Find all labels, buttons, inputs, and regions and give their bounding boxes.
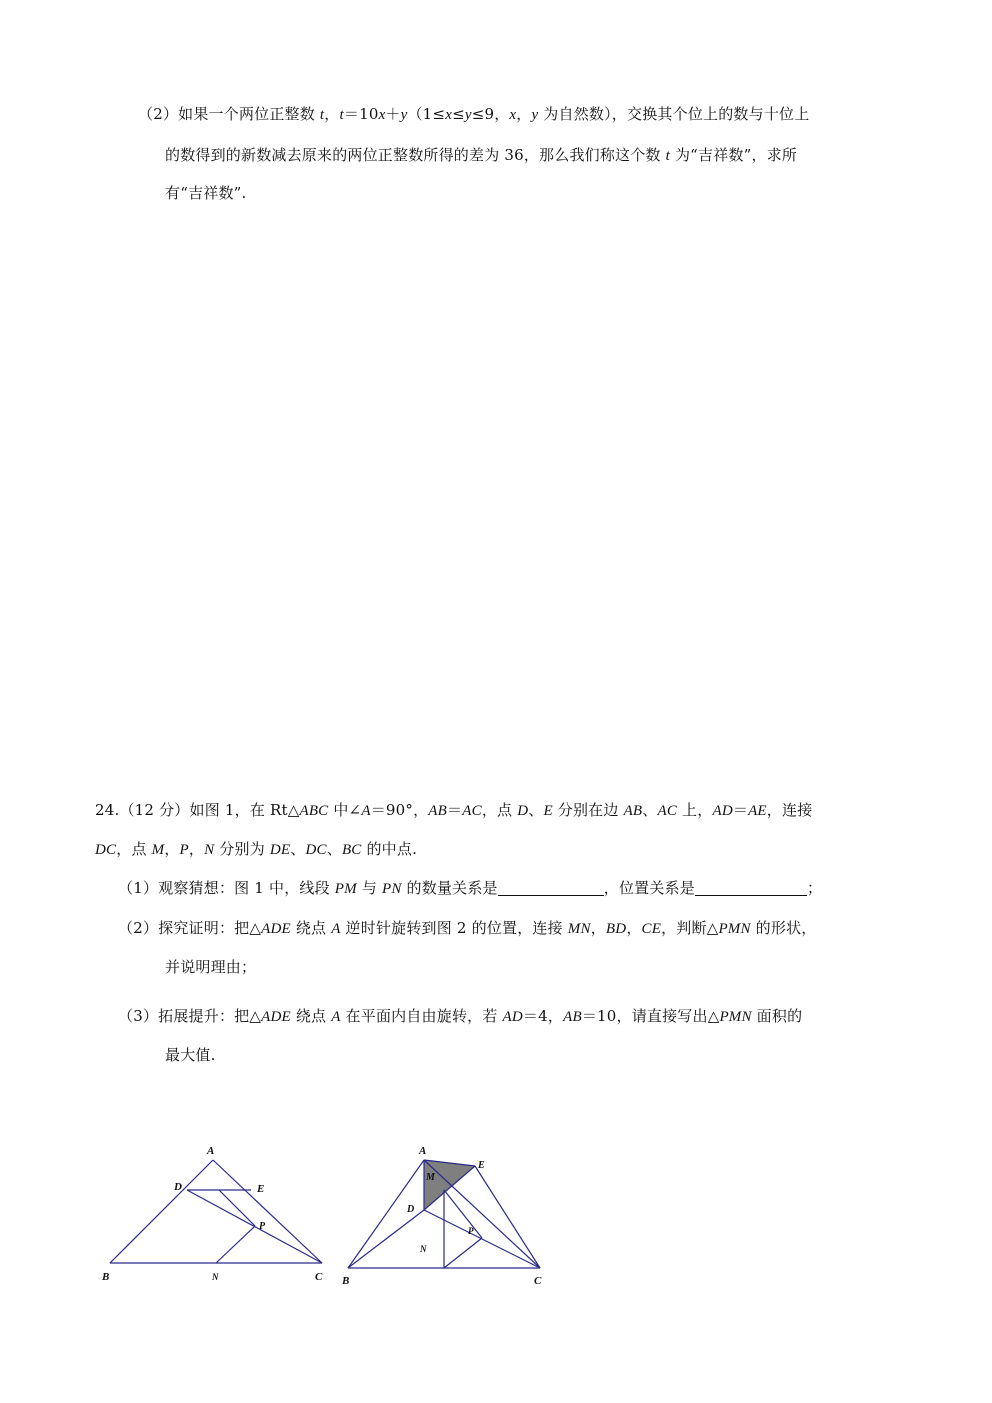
var: AB (623, 803, 643, 819)
fig2-label-d: D (407, 1204, 415, 1215)
text: ≤ (452, 105, 465, 123)
fig1-label-p: P (259, 1221, 266, 1232)
var: BD (605, 921, 627, 937)
q24-part2-line2 (165, 957, 256, 977)
text: （2）探究证明：把△ (118, 919, 262, 937)
fig1-segment-pn (216, 1226, 255, 1263)
var: PMN (719, 1009, 752, 1025)
fig1-side-ac (213, 1160, 322, 1263)
text: 、 (528, 801, 544, 819)
text: （3）拓展提升：把△ (118, 1007, 262, 1025)
answer-blank-position[interactable] (695, 879, 807, 896)
fig1-label-c: C (315, 1271, 323, 1283)
text: ，位置关系是 (603, 879, 695, 897)
text: 上， (677, 801, 713, 819)
fig2-label-p: P (468, 1226, 474, 1236)
text: ， (626, 919, 642, 937)
var: y (464, 107, 472, 123)
var: AE (748, 803, 767, 819)
var: BC (341, 842, 362, 858)
text: ，连接 (766, 801, 813, 819)
answer-blank-quantity[interactable] (498, 879, 604, 896)
text: ， (516, 105, 532, 123)
var: DC (95, 842, 117, 858)
text: ， (590, 919, 606, 937)
var: N (204, 842, 215, 858)
var: PN (382, 881, 402, 897)
var: AB (563, 1009, 582, 1025)
text: 24.（12 分）如图 1，在 Rt△ (95, 801, 300, 819)
text: ，点 (116, 840, 152, 858)
var: MN (567, 921, 591, 937)
text: （1≤ (407, 105, 446, 123)
text: ＝10，请直接写出△ (581, 1007, 720, 1025)
text: 绕点 (290, 919, 332, 937)
text: ＝4， (522, 1007, 564, 1025)
var: M (151, 842, 165, 858)
var: t (319, 107, 325, 123)
text: 、 (642, 801, 658, 819)
var: AB (428, 803, 448, 819)
fig2-segment-pn (444, 1238, 482, 1268)
text: ＝ (447, 801, 463, 819)
var: y (531, 107, 539, 123)
q24-part2-line1 (118, 918, 816, 939)
text: ， (324, 105, 340, 123)
text: 面积的 (751, 1007, 803, 1025)
q23-part2-line2 (165, 145, 797, 166)
var: AC (657, 803, 678, 819)
text: （1）观察猜想：图 1 中，线段 (118, 879, 335, 897)
fig2-label-n: N (420, 1244, 427, 1254)
text: ＝10 (343, 105, 379, 123)
text: ， (164, 840, 180, 858)
text: 有“吉祥数”. (165, 184, 247, 202)
text: 的形状， (750, 919, 817, 937)
var: y (400, 107, 408, 123)
text: ≤9， (471, 105, 510, 123)
q24-part3-line1 (118, 1006, 802, 1027)
text: ，判断△ (661, 919, 719, 937)
q24-part1 (118, 878, 822, 899)
fig2-label-c: C (534, 1275, 542, 1287)
text: ＝ (732, 801, 749, 819)
var: AD (712, 803, 733, 819)
text: （2）如果一个两位正整数 (138, 105, 320, 123)
text: 分别为 (214, 840, 270, 858)
text: 绕点 (290, 1007, 332, 1025)
fig1-label-b: B (102, 1271, 110, 1283)
text: 在平面内自由旋转，若 (340, 1007, 503, 1025)
text: 并说明理由； (165, 958, 257, 976)
var: A (331, 921, 341, 937)
var: AC (462, 803, 482, 819)
var: ADE (261, 921, 291, 937)
text: 的数得到的新数减去原来的两位正整数所得的差为 36，那么我们称这个数 (165, 146, 666, 164)
var: D (517, 803, 529, 819)
text: 与 (356, 879, 382, 897)
text: 为自然数），交换其个位上的数与十位上 (538, 105, 810, 123)
text: 最大值. (165, 1046, 216, 1064)
fig1-label-e: E (257, 1183, 265, 1195)
text: 的数量关系是 (401, 879, 498, 897)
var: DE (269, 842, 291, 858)
q24-line1 (95, 800, 812, 821)
var: PM (334, 881, 357, 897)
var: DC (305, 842, 327, 858)
figure-1 (98, 1138, 338, 1288)
var: CE (641, 921, 662, 937)
fig2-segment-bd (348, 1210, 424, 1268)
fig2-label-e: E (478, 1160, 485, 1171)
var: t (339, 107, 344, 123)
q24-part3-line2 (165, 1045, 216, 1065)
fig1-label-a: A (207, 1145, 215, 1157)
var: A (361, 803, 371, 819)
q23-part2-line3 (165, 183, 247, 203)
var: AD (502, 1009, 523, 1025)
figure-2 (338, 1138, 553, 1288)
q23-part2-line1 (138, 104, 809, 125)
var: x (378, 107, 386, 123)
var: x (445, 107, 453, 123)
q24-line2 (95, 839, 417, 860)
fig1-side-ab (110, 1160, 213, 1263)
text: 的中点. (361, 840, 418, 858)
text: 分别在边 (552, 801, 624, 819)
fig2-segment-dc (424, 1210, 540, 1268)
var: E (543, 803, 553, 819)
text: 、 (326, 840, 342, 858)
var: ADE (261, 1009, 291, 1025)
text: 、 (290, 840, 306, 858)
text: 逆时针旋转到图 2 的位置，连接 (340, 919, 568, 937)
text: ，点 (481, 801, 518, 819)
fig1-label-d: D (174, 1181, 182, 1193)
fig2-label-m: M (426, 1172, 435, 1183)
text: ＝90°， (370, 801, 429, 819)
fig1-label-n: N (212, 1272, 219, 1282)
var: x (509, 107, 517, 123)
var: P (179, 842, 189, 858)
fig2-segment-mp (444, 1190, 482, 1238)
text: ＋ (385, 105, 401, 123)
text: ， (188, 840, 205, 858)
var: A (331, 1009, 341, 1025)
var: t (665, 148, 671, 164)
var: PMN (718, 921, 751, 937)
var: ABC (299, 803, 329, 819)
text: ； (806, 879, 823, 897)
text: 中∠ (328, 801, 362, 819)
fig2-label-b: B (342, 1275, 350, 1287)
fig2-label-a: A (419, 1145, 427, 1157)
text: 为“吉祥数”，求所 (670, 146, 798, 164)
